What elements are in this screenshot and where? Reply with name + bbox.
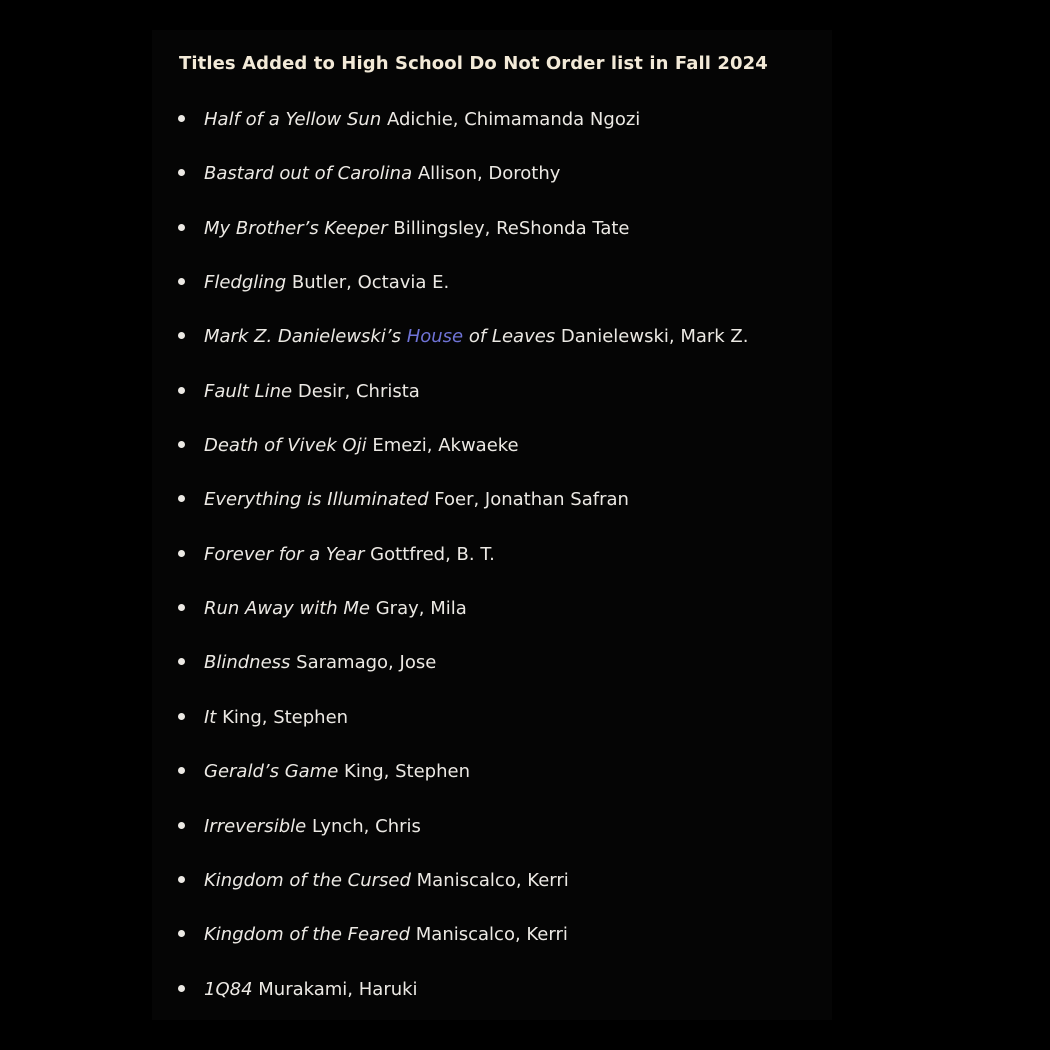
list-item <box>176 759 470 785</box>
book-title: It <box>204 707 217 728</box>
bullet-icon <box>178 278 185 285</box>
book-title: Half of a Yellow Sun <box>204 109 382 130</box>
book-author: Foer, Jonathan Safran <box>434 489 629 510</box>
bullet-icon <box>178 985 185 992</box>
bullet-icon <box>178 115 185 122</box>
list-item <box>176 868 569 894</box>
book-title: Fault Line <box>204 381 293 402</box>
book-title: Kingdom of the Feared <box>204 924 411 945</box>
book-author: Gray, Mila <box>375 598 467 619</box>
list-item <box>176 705 348 731</box>
list-item <box>176 977 418 1003</box>
book-title: Death of Vivek Oji <box>204 435 367 456</box>
list-item <box>176 216 630 242</box>
book-title: Gerald’s Game <box>204 761 339 782</box>
book-author: Allison, Dorothy <box>417 163 561 184</box>
list-heading: Titles Added to High School Do Not Order list in Fall 2024 <box>179 53 768 74</box>
bullet-icon <box>178 767 185 774</box>
bullet-icon <box>178 224 185 231</box>
book-author: King, Stephen <box>222 707 349 728</box>
bullet-icon <box>178 658 185 665</box>
book-author: Gottfred, B. T. <box>370 544 495 565</box>
book-title-suffix: of Leaves <box>468 326 556 347</box>
list-item <box>176 922 568 948</box>
list-item <box>176 270 449 296</box>
list-item <box>176 324 748 350</box>
book-author: Emezi, Akwaeke <box>372 435 519 456</box>
list-item <box>176 596 467 622</box>
bullet-icon <box>178 441 185 448</box>
list-item <box>176 161 560 187</box>
book-title: Everything is Illuminated <box>204 489 429 510</box>
bullet-icon <box>178 550 185 557</box>
bullet-icon <box>178 713 185 720</box>
list-item <box>176 107 640 133</box>
book-author: Saramago, Jose <box>296 652 437 673</box>
book-author: Adichie, Chimamanda Ngozi <box>386 109 641 130</box>
bullet-icon <box>178 387 185 394</box>
book-title: Irreversible <box>204 816 307 837</box>
book-author: Murakami, Haruki <box>258 979 418 1000</box>
list-item <box>176 379 420 405</box>
book-title: Kingdom of the Cursed <box>204 870 411 891</box>
book-title: Blindness <box>204 652 291 673</box>
list-item <box>176 487 629 513</box>
list-item <box>176 542 495 568</box>
book-title: Run Away with Me <box>204 598 370 619</box>
book-title: Bastard out of Carolina <box>204 163 413 184</box>
book-author: Maniscalco, Kerri <box>415 924 568 945</box>
list-item <box>176 814 421 840</box>
bullet-icon <box>178 332 185 339</box>
book-author: Butler, Octavia E. <box>291 272 450 293</box>
bullet-icon <box>178 876 185 883</box>
book-author: Maniscalco, Kerri <box>416 870 569 891</box>
book-author: Desir, Christa <box>297 381 420 402</box>
book-author: Billingsley, ReShonda Tate <box>393 218 630 239</box>
house-title-link[interactable]: House <box>406 326 464 347</box>
book-author: King, Stephen <box>344 761 470 782</box>
book-author: Danielewski, Mark Z. <box>560 326 749 347</box>
book-title-prefix: Mark Z. Danielewski’s <box>204 326 401 347</box>
bullet-icon <box>178 822 185 829</box>
book-author: Lynch, Chris <box>311 816 421 837</box>
book-title: Forever for a Year <box>204 544 365 565</box>
bullet-icon <box>178 169 185 176</box>
list-item <box>176 433 519 459</box>
bullet-icon <box>178 495 185 502</box>
bullet-icon <box>178 930 185 937</box>
list-item <box>176 650 436 676</box>
book-title: Fledgling <box>204 272 287 293</box>
book-title: My Brother’s Keeper <box>204 218 388 239</box>
bullet-icon <box>178 604 185 611</box>
book-title: 1Q84 <box>204 979 253 1000</box>
